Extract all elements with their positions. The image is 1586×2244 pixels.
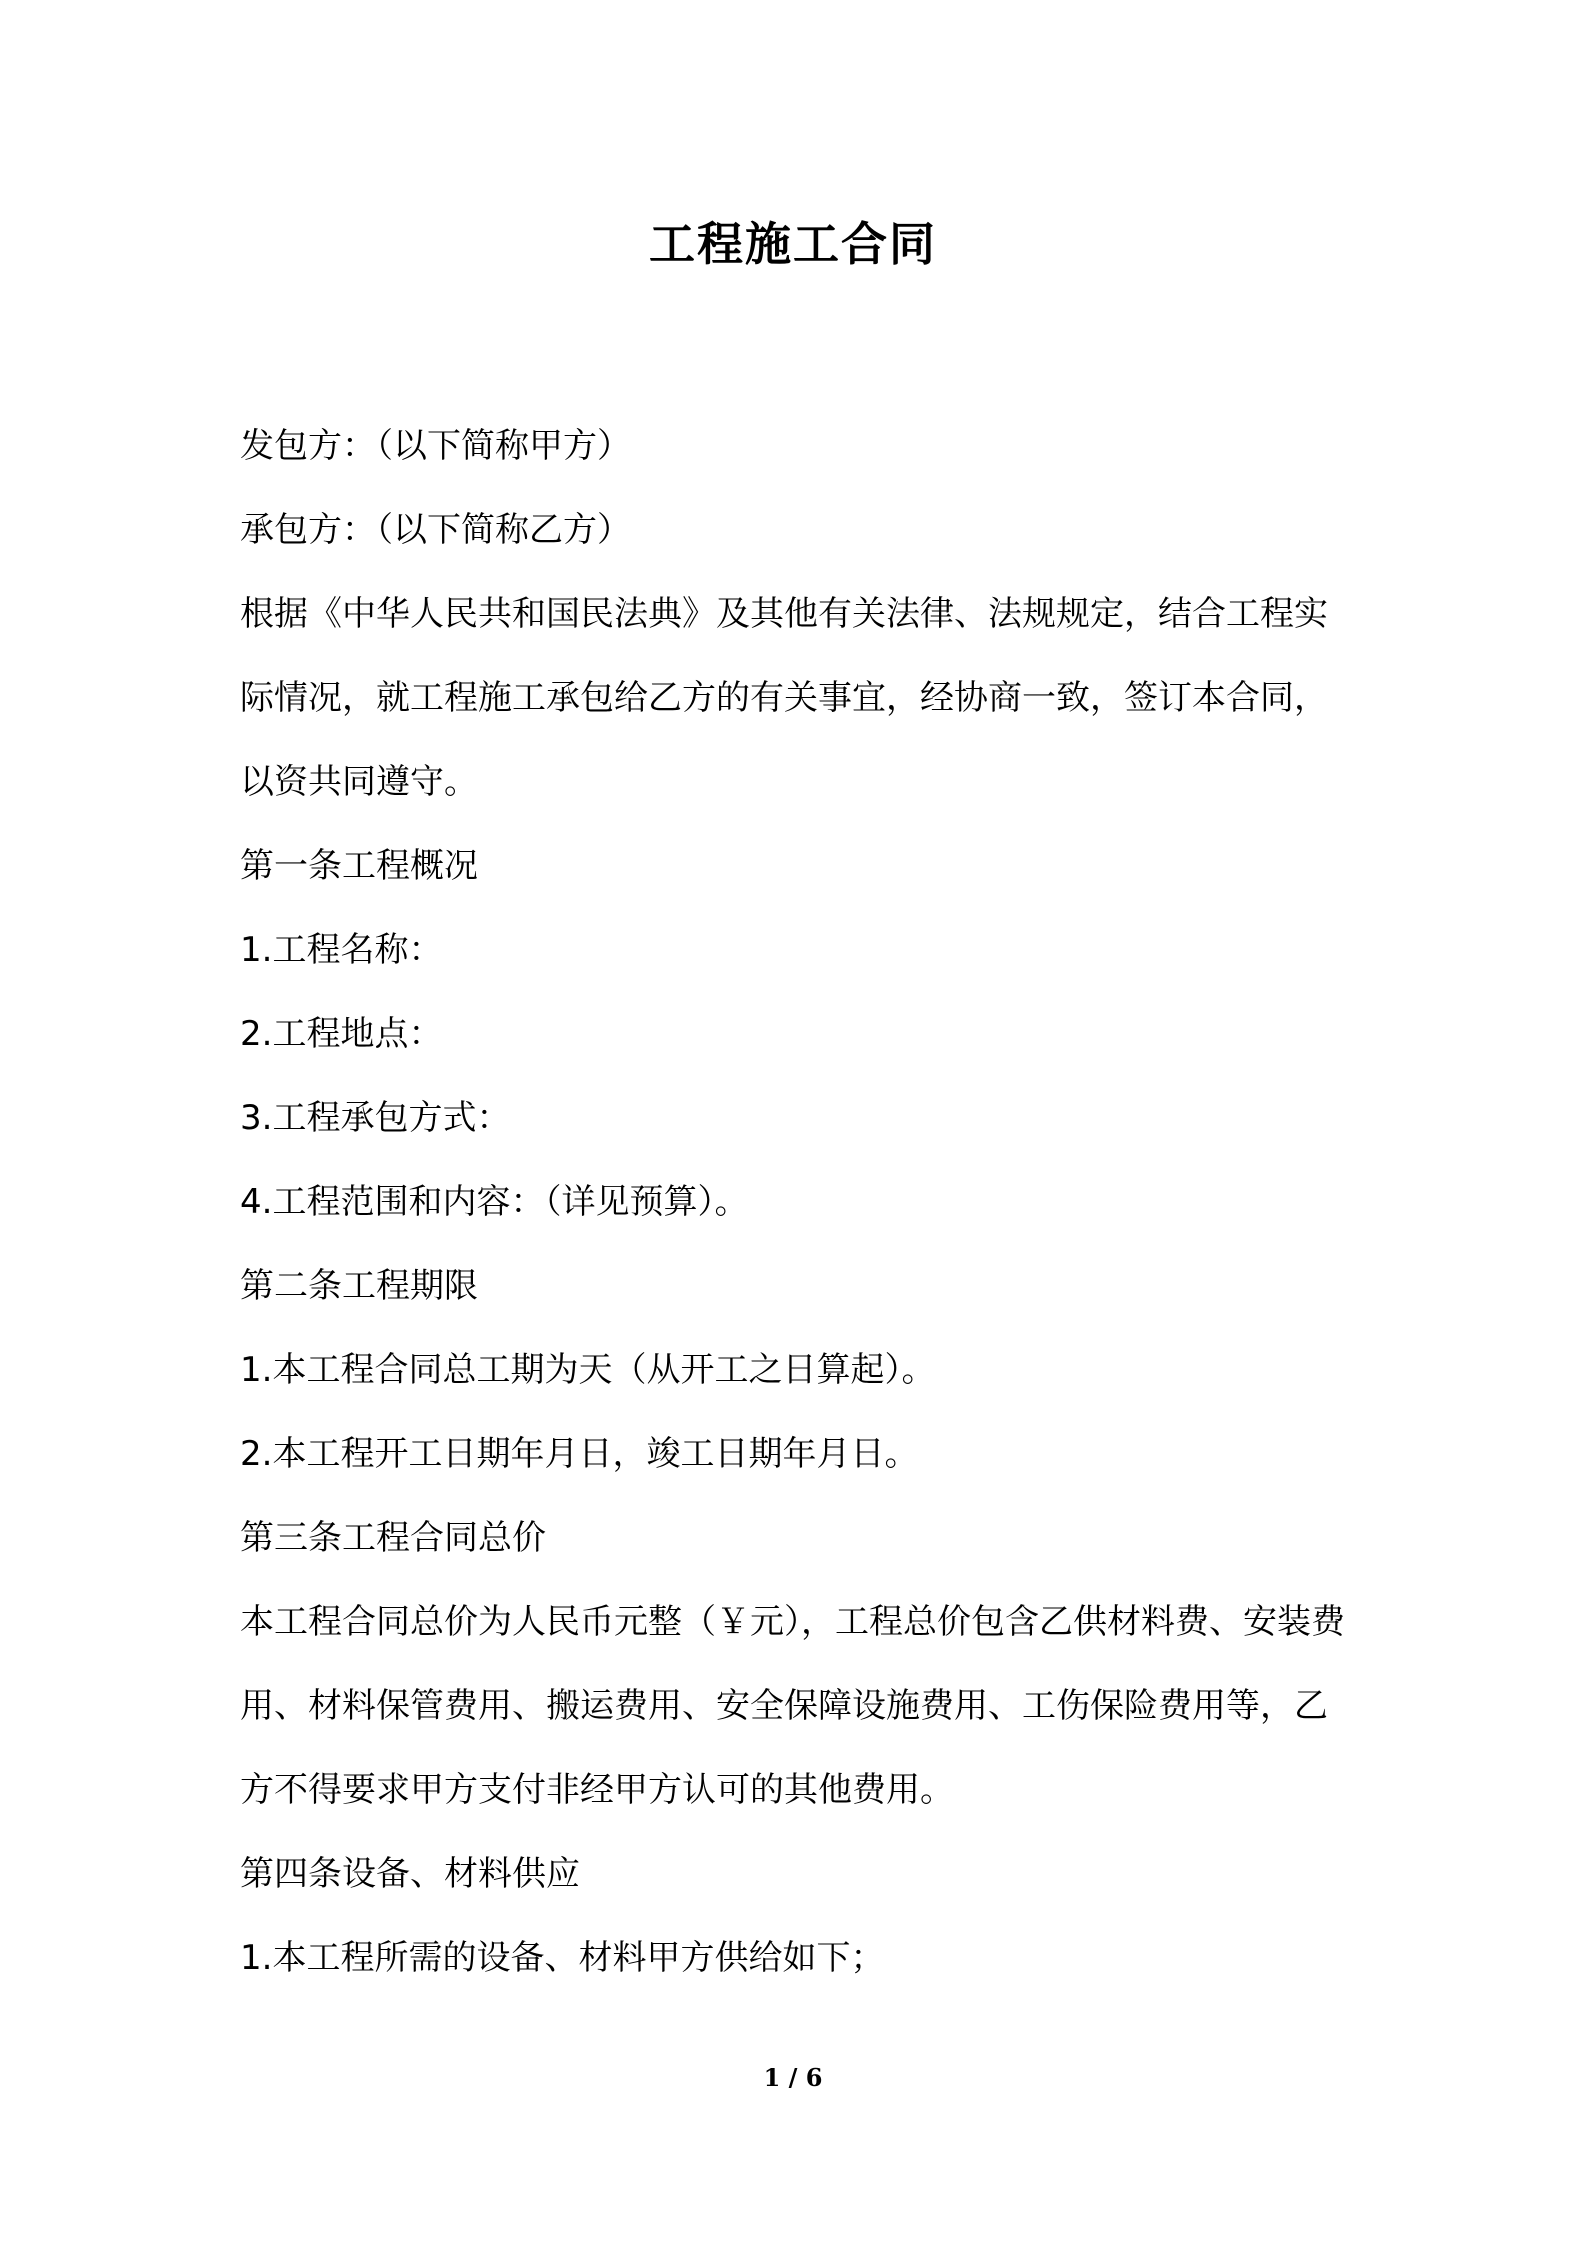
article-1-item-1: 1.工程名称： bbox=[240, 930, 443, 970]
article-4-item-1: 1.本工程所需的设备、材料甲方供给如下； bbox=[240, 1938, 885, 1978]
article-3-paragraph: 本工程合同总价为人民币元整（￥元），工程总价包含乙供材料费、安装费用、材料保管费用、搬运费用、安全保障设施费用、工伤保险费用等，乙方不得要求甲方支付非经甲方认可的其他费用。 bbox=[240, 1602, 1345, 1810]
article-3-heading: 第三条工程合同总价 bbox=[240, 1518, 546, 1558]
party-a-line: 发包方：（以下简称甲方） bbox=[240, 426, 631, 466]
article-1-heading: 第一条工程概况 bbox=[240, 846, 478, 886]
article-2-item-2: 2.本工程开工日期年月日，竣工日期年月日。 bbox=[240, 1434, 919, 1474]
article-1-item-4: 4.工程范围和内容：（详见预算）。 bbox=[240, 1182, 749, 1222]
article-4-heading: 第四条设备、材料供应 bbox=[240, 1854, 580, 1894]
article-2-item-1: 1.本工程合同总工期为天（从开工之日算起）。 bbox=[240, 1350, 936, 1390]
article-1-item-2: 2.工程地点： bbox=[240, 1014, 443, 1054]
page-number: 1 / 6 bbox=[763, 2063, 823, 2092]
document-body bbox=[240, 404, 1360, 2000]
article-2-heading: 第二条工程期限 bbox=[240, 1266, 478, 1306]
preamble-paragraph: 根据《中华人民共和国民法典》及其他有关法律、法规规定，结合工程实际情况，就工程施工承包给乙方的有关事宜，经协商一致，签订本合同，以资共同遵守。 bbox=[240, 594, 1328, 802]
party-b-line: 承包方：（以下简称乙方） bbox=[240, 510, 631, 550]
article-1-item-3: 3.工程承包方式： bbox=[240, 1098, 511, 1138]
document-title: 工程施工合同 bbox=[649, 217, 937, 271]
